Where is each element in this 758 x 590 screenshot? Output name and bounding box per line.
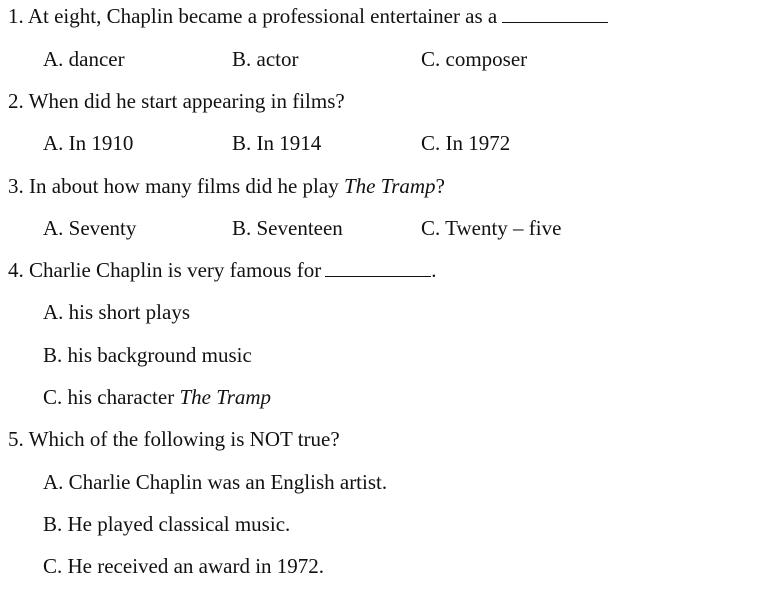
question-3 (8, 173, 445, 199)
option-b: B. his background music (43, 343, 252, 367)
option-a: A. Seventy (43, 216, 137, 240)
question-text: Which of the following is NOT true? (28, 427, 340, 451)
question-2 (8, 88, 345, 114)
option-a: A. his short plays (43, 300, 190, 324)
answer-blank (325, 258, 431, 277)
question-number: 4. (8, 258, 24, 282)
option-b: B. In 1914 (232, 131, 322, 155)
option-c-italic: The Tramp (179, 385, 272, 409)
option-c: C. He received an award in 1972. (43, 554, 325, 578)
question-number: 2. (8, 89, 24, 113)
question-number: 5. (8, 427, 24, 451)
question-text-end: . (431, 258, 437, 282)
question-text-italic: The Tramp (343, 174, 436, 198)
option-b: B. actor (232, 47, 299, 71)
option-b: B. Seventeen (232, 216, 343, 240)
option-b: B. He played classical music. (43, 512, 291, 536)
question-1 (8, 3, 608, 29)
question-number: 1. (8, 4, 24, 28)
option-a: A. In 1910 (43, 131, 134, 155)
option-c-text: C. his character (43, 385, 175, 409)
option-c: C. In 1972 (421, 131, 511, 155)
question-5 (8, 426, 340, 452)
question-number: 3. (8, 174, 24, 198)
question-text: Charlie Chaplin is very famous for (29, 258, 322, 282)
question-text: In about how many films did he play (29, 174, 339, 198)
option-c (43, 384, 271, 410)
question-text: At eight, Chaplin became a professional entertainer as a (27, 4, 498, 28)
question-4 (8, 257, 436, 283)
option-a: A. Charlie Chaplin was an English artist. (43, 470, 388, 494)
option-c: C. composer (421, 47, 528, 71)
answer-blank (502, 4, 608, 23)
option-c: C. Twenty – five (421, 216, 562, 240)
question-text: When did he start appearing in films? (28, 89, 345, 113)
option-a: A. dancer (43, 47, 125, 71)
question-text-end: ? (435, 174, 445, 198)
